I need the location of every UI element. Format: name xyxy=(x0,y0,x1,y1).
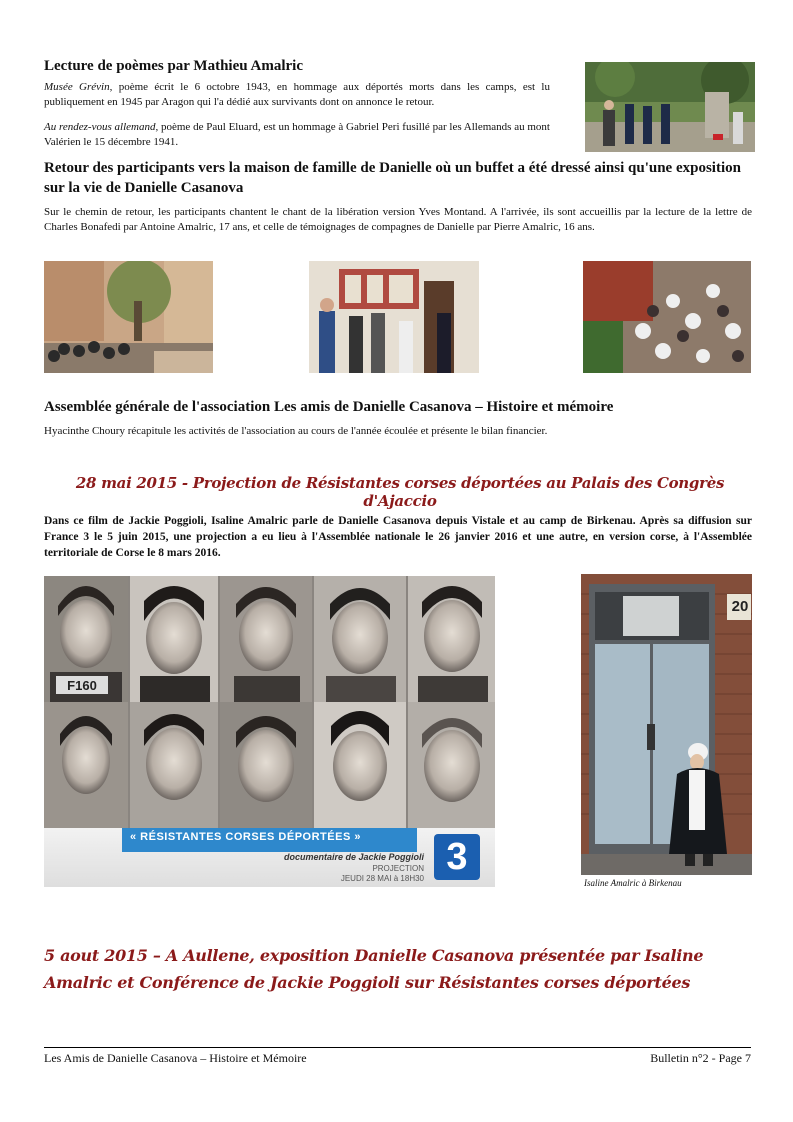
portrait-row-2 xyxy=(44,702,495,828)
poster-banner xyxy=(122,828,417,852)
poem-paragraph-1 xyxy=(44,80,550,110)
block-number-sign: 20 xyxy=(731,598,749,615)
photo-procession xyxy=(44,261,213,373)
photo-exhibition xyxy=(309,261,479,373)
event-title-projection: 28 mai 2015 - Projection de Résistantes corses déportées au Palais des Congrès d'Ajaccio xyxy=(75,474,725,510)
section-heading-return: Retour des participants vers la maison de famille de Danielle où un buffet a été dressé ainsi qu'une exposition sur la vie de Danielle Casanova xyxy=(44,160,741,196)
photo-birkenau xyxy=(581,574,752,875)
footer-divider xyxy=(44,1047,751,1048)
assembly-paragraph: Hyacinthe Choury récapitule les activités de l'association au cours de l'année écoulée et présente le bilan financier. xyxy=(44,425,548,437)
poem-text-1: poème écrit le 6 octobre 1943, en hommage aux déportés morts dans les camps, est lu publiquement en 1945 par Aragon qui l'a dédié aux survivants dont on annonce le retour. xyxy=(44,81,550,108)
poem-title-1: Musée Grévin, xyxy=(44,81,113,93)
poem-text-2: poème de Paul Eluard, est un hommage à Gabriel Peri fusillé par les Allemands au mont Valérien le 15 décembre 1941. xyxy=(44,121,550,148)
prisoner-number-text: F160 xyxy=(67,678,97,693)
section-heading-poems: Lecture de poèmes par Mathieu Amalric xyxy=(44,58,303,74)
footer-left: Les Amis de Danielle Casanova – Histoire et Mémoire xyxy=(44,1051,307,1065)
photo-buffet xyxy=(583,261,751,373)
poster-footer xyxy=(44,828,495,887)
poster-banner-title: « RÉSISTANTES CORSES DÉPORTÉES » xyxy=(130,831,361,843)
poem-paragraph-2 xyxy=(44,120,550,150)
france3-logo-icon: 3 xyxy=(434,834,480,880)
return-paragraph: Sur le chemin de retour, les participants chantent le chant de la libération version Yves Montand. A l'arrivée, ils sont accueillis par la lecture de la lettre de Charles Bonafedi par Antoine Amalric, 17 ans, et celle de témoignages de compagnes de Danielle par Pierre Amalric, 16 ans. xyxy=(44,206,752,233)
poster-projection-date: JEUDI 28 MAI à 18H30 xyxy=(340,874,424,883)
poster-banner-subtitle: documentaire de Jackie Poggioli xyxy=(283,852,424,862)
section-heading-assembly: Assemblée générale de l'association Les amis de Danielle Casanova – Histoire et mémoire xyxy=(44,399,614,415)
portrait-row-1 xyxy=(44,576,495,702)
poem-title-2: Au rendez-vous allemand, xyxy=(44,121,159,133)
poster-projection-label: PROJECTION xyxy=(372,864,424,873)
event-title-aullene: 5 aout 2015 – A Aullene, exposition Danielle Casanova présentée par Isaline Amalric et Conférence de Jackie Poggioli sur Résistantes corses déportées xyxy=(44,946,704,992)
documentary-poster xyxy=(44,576,495,887)
footer-right: Bulletin n°2 - Page 7 xyxy=(650,1051,751,1065)
birkenau-caption: Isaline Amalric à Birkenau xyxy=(584,878,682,888)
projection-paragraph: Dans ce film de Jackie Poggioli, Isaline Amalric parle de Danielle Casanova depuis Vistale et au camp de Birkenau. Après sa diffusion sur France 3 le 5 juin 2015, une projection a eu lieu à l'Assemblée nationale le 26 janvier 2016 et une autre, en version corse, à l'Assemblée territoriale de Corse le 8 mars 2016. xyxy=(44,515,752,559)
photo-poem-reading xyxy=(585,62,755,152)
